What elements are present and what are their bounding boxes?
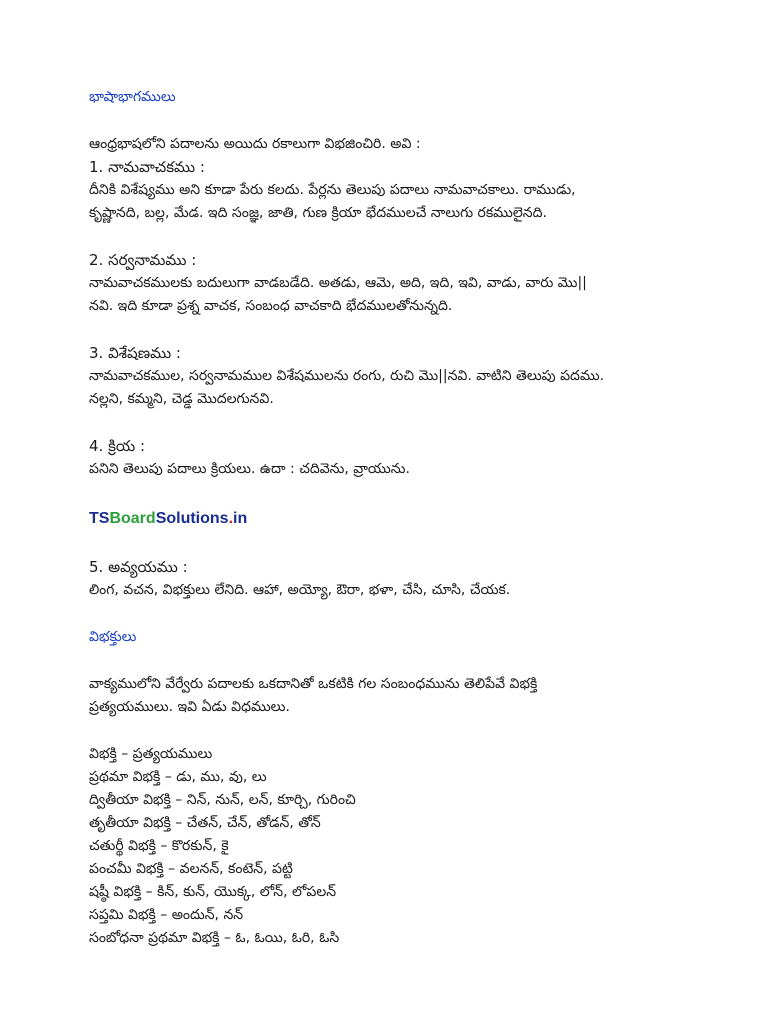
item-line: దీనికి విశేష్యము అని కూడా పేరు కలదు. పేర్లను తెలుపు పదాలు నామవాచకాలు. రాముడు,: [89, 182, 576, 198]
vibhakti-row: షష్ఠీ విభక్తి – కిన్, కున్, యొక్క, లోన్, లోపలన్: [89, 884, 337, 900]
vibhakti-intro-line: ప్రత్యయములు. ఇవి ఏడు విధములు.: [89, 699, 290, 715]
brand-in: in: [233, 510, 248, 527]
item-title-namavachakamu: 1. నామవాచకము :: [89, 158, 205, 176]
brand-dot: .: [228, 510, 234, 527]
brand-ts: TS: [89, 510, 110, 527]
vibhakti-row: సంబోధనా ప్రథమా విభక్తి – ఓ, ఓయి, ఓరి, ఓసి: [89, 930, 340, 946]
vibhakti-row: ప్రథమా విభక్తి – డు, ము, వు, లు: [89, 769, 267, 785]
item-line: లింగ, వచన, విభక్తులు లేనిది. ఆహా, అయ్యో, ఔరా, భళా, చేసి, చూసి, చేయక.: [89, 582, 511, 598]
vibhakti-row: సప్తమి విభక్తి – అందున్, నన్: [89, 907, 244, 923]
vibhakti-intro-line: వాక్యములోని వేర్వేరు పదాలకు ఒకదానితో ఒకటికి గల సంబంధమును తెలిపేవే విభక్తి: [89, 676, 538, 692]
item-line: నామవాచకములకు బదులుగా వాడబడేది. అతడు, ఆమె, అది, ఇది, ఇవి, వాడు, వారు మొ||: [89, 275, 587, 291]
document-page: [89, 86, 709, 950]
section-heading-bhashabhagamulu: భాషాభాగములు: [89, 89, 176, 105]
item-line: నామవాచకముల, సర్వనామముల విశేషములను రంగు, రుచి మొ||నవి. వాటిని తెలుపు పదము.: [89, 368, 605, 384]
vibhakti-row: విభక్తి – ప్రత్యయములు: [89, 746, 213, 762]
item-title-sarvanamamu: 2. సర్వనామము :: [89, 251, 197, 269]
vibhakti-row: పంచమీ విభక్తి – వలనన్, కంటెన్, పట్టి: [89, 861, 293, 877]
vibhakti-row: ద్వితీయా విభక్తి – నిన్, నున్, లన్, కూర్చి, గురించి: [89, 792, 356, 808]
item-title-kriya: 4. క్రియ :: [89, 437, 146, 455]
brand-solutions: Solutions: [155, 510, 229, 527]
vibhakti-row: చతుర్థీ విభక్తి – కొరకున్, కై: [89, 838, 229, 854]
item-title-avyayamu: 5. అవ్యయము :: [89, 558, 188, 576]
vibhakti-row: తృతీయా విభక్తి – చేతన్, చేన్, తోడన్, తోన్: [89, 815, 321, 831]
brand-board: Board: [109, 510, 156, 527]
item-line: పనిని తెలుపు పదాలు క్రియలు. ఉదా : చదివెను, వ్రాయును.: [89, 461, 410, 477]
item-line: కృష్ణానది, బల్ల, మేడ. ఇది సంజ్ఞ, జాతి, గుణ క్రియా భేదములచే నాలుగు రకములైనది.: [89, 205, 547, 221]
item-title-visheshanamu: 3. విశేషణము :: [89, 344, 181, 362]
bhasha-intro: ఆంధ్రభాషలోని పదాలను అయిదు రకాలుగా విభజించిరి. అవి :: [89, 136, 421, 152]
item-line: నవి. ఇది కూడా ప్రశ్న వాచక, సంబంధ వాచకాది భేదములతోనున్నది.: [89, 298, 453, 314]
item-line: నల్లని, కమ్మని, చెడ్డ మొదలగునవి.: [89, 391, 274, 407]
section-heading-vibhaktulu: విభక్తులు: [89, 629, 137, 645]
brand-logo: [89, 507, 709, 530]
